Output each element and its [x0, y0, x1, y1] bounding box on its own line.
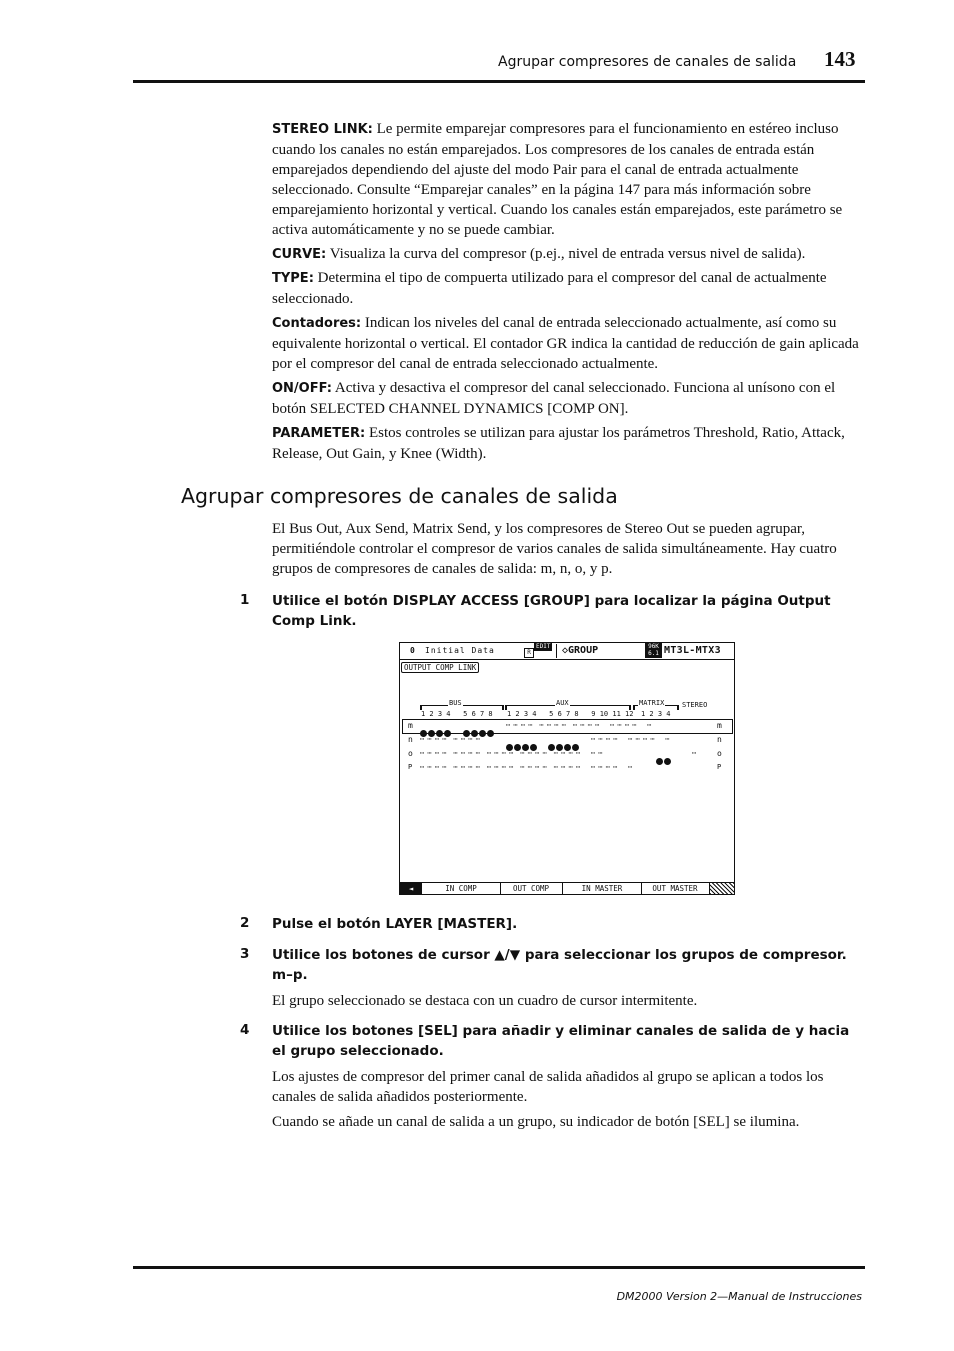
function-label: ◇GROUP: [562, 645, 599, 656]
empty-slots: ⋯ ⋯ ⋯ ⋯ ⋯ ⋯ ⋯ ⋯ ⋯ ⋯ ⋯ ⋯ ⋯ ⋯ ⋯ ⋯ ⋯: [506, 721, 651, 729]
step-text: Utilice los botones de cursor ▲/▼ para seleccionar los grupos de compresor. m–p.: [272, 947, 847, 983]
step-text: Utilice el botón DISPLAY ACCESS [GROUP] para localizar la página Output Comp Link.: [272, 593, 831, 629]
definition-term: Contadores:: [272, 316, 362, 331]
definition-stereo-link: [272, 119, 864, 240]
definition-curve: [272, 244, 864, 265]
definition-contadores: [272, 313, 864, 374]
tab-out-master[interactable]: OUT MASTER: [641, 883, 710, 894]
group-label: m: [408, 721, 413, 730]
rate-badge: 96K 6.1: [645, 643, 662, 658]
empty-slots: ⋯ ⋯ ⋯ ⋯ ⋯ ⋯ ⋯ ⋯ ⋯ ⋯ ⋯ ⋯ ⋯ ⋯ ⋯ ⋯ ⋯ ⋯ ⋯ ⋯ ⋯ ⋯: [420, 749, 603, 757]
definition-term: STEREO LINK:: [272, 122, 373, 137]
group-label-right: P: [717, 763, 722, 771]
definition-type: [272, 268, 864, 309]
group-label-right: o: [717, 749, 722, 758]
empty-slots: ⋯ ⋯ ⋯ ⋯ ⋯ ⋯ ⋯ ⋯: [420, 735, 480, 743]
step-number: 3: [240, 946, 250, 962]
definition-text: Le permite emparejar compresores para el funcionamiento en estéreo incluso cuando los canales no están emparejados. Los compresores de los canales de entrada están emparejados dependiendo del ajuste del modo Pair para el canal de entrada actualmente seleccionado. Consulte “Emparejar canales” en la página 147 para más información sobre emparejamiento horizontal y vertical. Cuando los canales están emparejados, este parámetro se activa automáticamente y no se puede cambiar.: [272, 121, 843, 238]
header-rule: [133, 80, 865, 83]
definition-text: Indican los niveles del canal de entrada seleccionado actualmente, así como su equivalente horizontal o vertical. El contador GR indica la cantidad de reducción de gain aplicada por el compresor del canal de entrada seleccionado actualmente.: [272, 315, 859, 372]
scene-number: 0: [410, 646, 415, 655]
definition-text: Activa y desactiva el compresor del canal seleccionado. Funciona al unísono con el botón SELECTED CHANNEL DYNAMICS [COMP ON].: [272, 380, 836, 417]
lcd-title-bar: [400, 643, 734, 660]
group-o-matrix-dots: [656, 750, 672, 769]
tab-filler: [710, 883, 734, 894]
step-text: Utilice los botones [SEL] para añadir y eliminar canales de salida de y hacia el grupo seleccionado.: [272, 1023, 850, 1059]
footer-rule: [133, 1266, 865, 1269]
assigned-dot: [487, 730, 494, 737]
definition-text: Determina el tipo de compuerta utilizado para el compresor del canal de actualmente seleccionado.: [272, 270, 827, 307]
lcd-tab-bar: [400, 882, 734, 894]
assigned-dot: [479, 730, 486, 737]
page-label-box: OUTPUT COMP LINK: [401, 662, 479, 673]
tab-in-comp[interactable]: IN COMP: [422, 883, 501, 894]
footer-text: DM2000 Version 2—Manual de Instrucciones: [616, 1290, 862, 1303]
matrix-label: MATRIX: [639, 699, 665, 707]
assigned-dot: [664, 758, 671, 765]
empty-slots: ⋯: [692, 749, 697, 757]
definition-term: PARAMETER:: [272, 426, 366, 441]
definition-parameter: [272, 423, 864, 464]
definition-text: Visualiza la curva del compresor (p.ej., nivel de entrada versus nivel de salida).: [329, 246, 806, 262]
r-badge: R: [524, 648, 534, 658]
empty-slots: ⋯ ⋯ ⋯ ⋯ ⋯ ⋯ ⋯ ⋯ ⋯ ⋯ ⋯ ⋯ ⋯ ⋯ ⋯ ⋯ ⋯ ⋯ ⋯ ⋯ ⋯ ⋯ ⋯ ⋯ ⋯: [420, 763, 632, 771]
definition-term: TYPE:: [272, 271, 314, 286]
matrix-numbers: 1 2 3 4: [641, 710, 671, 718]
stereo-label: STEREO: [682, 701, 708, 709]
group-label: n: [408, 735, 413, 744]
group-label: P: [408, 763, 413, 771]
group-label: o: [408, 749, 413, 758]
page-number: 143: [824, 47, 856, 71]
step-note: El grupo seleccionado se destaca con un cuadro de cursor intermitente.: [272, 993, 698, 1009]
lcd-screen: [399, 642, 735, 895]
step-note: Los ajustes de compresor del primer canal de salida añadidos al grupo se aplican a todos los canales de salida añadidos posteriormente.: [272, 1069, 824, 1105]
step-note: Cuando se añade un canal de salida a un grupo, su indicador de botón [SEL] se ilumina.: [272, 1114, 800, 1130]
group-label-right: m: [717, 721, 722, 730]
step-number: 2: [240, 915, 250, 931]
definition-on-off: [272, 378, 864, 419]
step-number: 1: [240, 592, 250, 608]
bus-label: BUS: [449, 699, 462, 707]
assigned-dot: [656, 758, 663, 765]
step-text: Pulse el botón LAYER [MASTER].: [272, 916, 518, 932]
group-label-right: n: [717, 735, 722, 744]
edit-badge: EDIT: [536, 643, 551, 650]
scene-name: Initial Data: [425, 646, 495, 655]
tab-out-comp[interactable]: OUT COMP: [501, 883, 561, 894]
empty-slots: ⋯ ⋯ ⋯ ⋯ ⋯ ⋯ ⋯ ⋯ ⋯: [591, 735, 670, 743]
section-intro: El Bus Out, Aux Send, Matrix Send, y los compresores de Stereo Out se pueden agrupar, permitiéndole controlar el compresor de varios canales de salida simultáneamente. Hay cuatro grupos de compresores de canales de salida: m, n, o, y p.: [272, 521, 837, 577]
definition-term: ON/OFF:: [272, 381, 332, 396]
definition-term: CURVE:: [272, 247, 327, 262]
bus-numbers: 1 2 3 4 5 6 7 8: [421, 710, 493, 718]
tab-in-master[interactable]: IN MASTER: [562, 883, 642, 894]
tab-prev[interactable]: ◄: [400, 883, 422, 894]
aux-numbers: 1 2 3 4 5 6 7 8 9 10 11 12: [507, 710, 634, 718]
layer-label: MT3L-MTX3: [664, 645, 721, 656]
section-heading: Agrupar compresores de canales de salida: [181, 484, 618, 508]
divider: [556, 644, 557, 658]
step-number: 4: [240, 1022, 250, 1038]
running-header-title: Agrupar compresores de canales de salida: [498, 54, 797, 70]
definition-text: Estos controles se utilizan para ajustar los parámetros Threshold, Ratio, Attack, Release, Out Gain, y Knee (Width).: [272, 425, 845, 462]
aux-label: AUX: [556, 699, 569, 707]
